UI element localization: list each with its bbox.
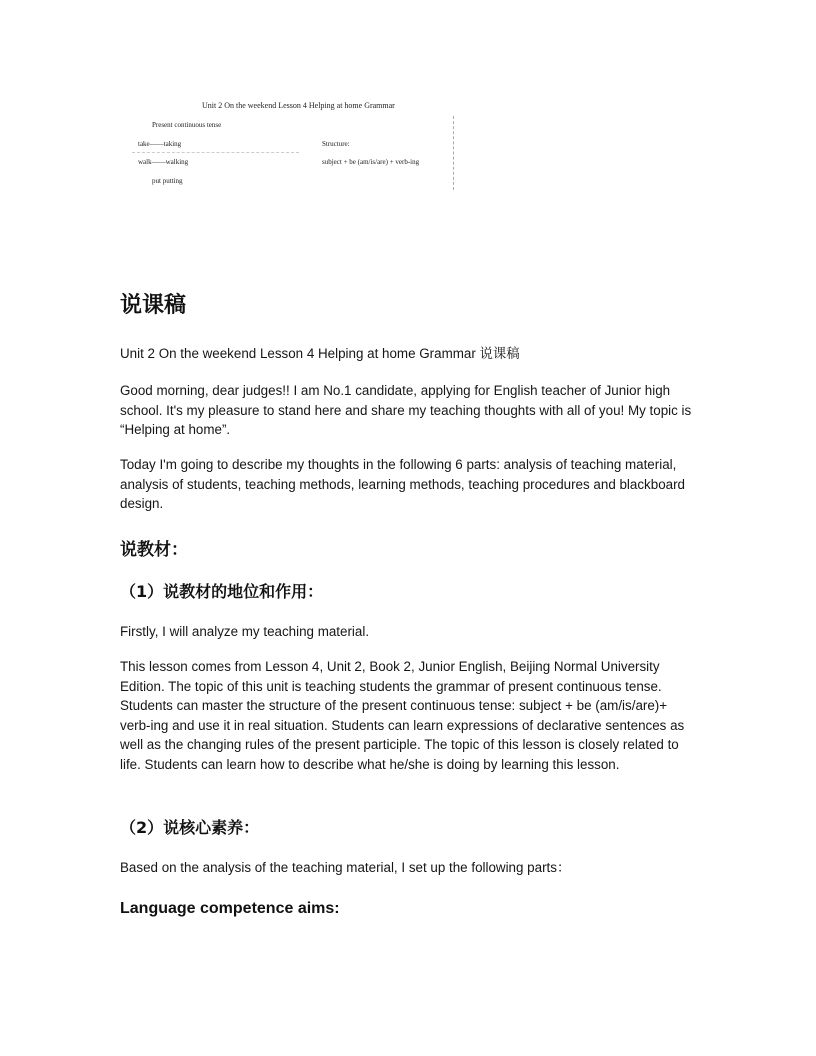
subsection-heading-2: （2）说核心素养： [120, 818, 260, 837]
subsection-heading-1: （1）说教材的地位和作用： [120, 582, 324, 601]
subtitle-line: Unit 2 On the weekend Lesson 4 Helping at home Grammar 说课稿 [120, 346, 520, 361]
blackboard-row-put: put putting [152, 177, 183, 185]
blackboard-image [132, 96, 458, 192]
blackboard-title: Unit 2 On the weekend Lesson 4 Helping at home Grammar [202, 101, 395, 110]
intro-paragraph: Good morning, dear judges!! I am No.1 candidate, applying for English teacher of Junior high school. It's my pleasure to stand here and share my teaching thoughts with all of you! My topic is “Helping at home”. [120, 383, 692, 437]
blackboard-divider-vertical [453, 116, 454, 190]
blackboard-structure-formula: subject + be (am/is/are) + verb-ing [322, 158, 420, 166]
analyze-paragraph: Firstly, I will analyze my teaching material. [120, 624, 370, 639]
section-heading-material: 说教材： [120, 540, 188, 560]
lesson-paragraph: This lesson comes from Lesson 4, Unit 2, Book 2, Junior English, Beijing Normal University Edition. The topic of this unit is teaching students the grammar of present continuous tense. Students can master the structure of the present continuous tense: subject + be (am/is/are)+ verb-ing and use it in real situation. Students can learn expressions of declarative sentences as well as the changing rules of the present participle. The topic of this lesson is closely related to life. Students can learn how to describe what he/she is doing by learning this lesson. [120, 659, 685, 772]
outline-paragraph: Today I'm going to describe my thoughts in the following 6 parts: analysis of teaching material, analysis of students, teaching methods, learning methods, teaching procedures and blackboard design. [120, 457, 685, 511]
blackboard-divider-horizontal [132, 152, 299, 153]
blackboard-row-take: take——taking [138, 140, 182, 148]
blackboard-heading: Present continuous tense [152, 121, 222, 129]
blackboard-structure-label: Structure: [322, 140, 350, 148]
page-title: 说课稿 [120, 293, 187, 318]
based-paragraph: Based on the analysis of the teaching material, I set up the following parts： [120, 860, 571, 875]
blackboard-row-walk: walk——walking [138, 158, 189, 166]
aims-heading: Language competence aims: [120, 900, 340, 917]
